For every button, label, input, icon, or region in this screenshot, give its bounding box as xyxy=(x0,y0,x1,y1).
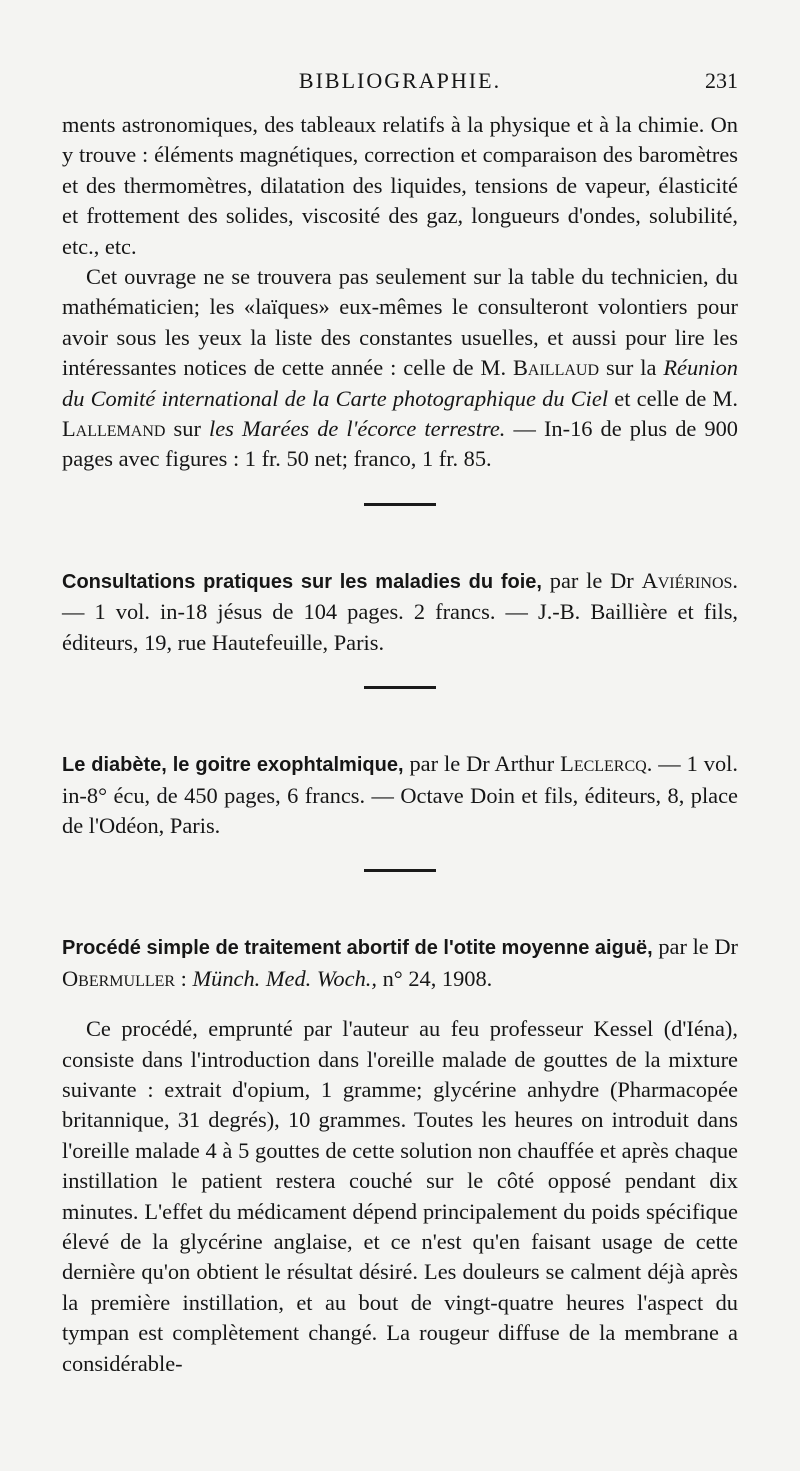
author-name: Lallemand xyxy=(62,416,166,442)
entry-title: Consultations pratiques sur les maladies du foie, xyxy=(62,570,542,593)
notice-title: Réunion du Comité international de la Carte photographique du Ciel xyxy=(62,355,738,411)
author-name: Aviérinos. xyxy=(641,567,738,593)
page-content xyxy=(62,110,738,1379)
running-title: BIBLIOGRAPHIE. xyxy=(298,68,502,93)
bibliography-entry: Le diabète, le goitre exophtalmique, par le Dr Arthur Leclercq. — 1 vol. in-8° écu, de 450 pages, 6 francs. — Octave Doin et fils, éditeurs, 8, place de l'Odéon, Paris. xyxy=(62,751,738,838)
bibliography-entry: Procédé simple de traitement abortif de l'otite moyenne aiguë, par le Dr Obermuller : Münch. Med. Woch., n° 24, 1908. Ce procédé, emprunté par l'auteur au feu professeur Kessel (d'Iéna), consiste dans l'introduction dans l'oreille malade de gouttes de la mixture suivante : extrait d'opium, 1 gramme; glycérine anhydre (Pharmacopée britannique, 31 degrés), 10 grammes. Toutes les heures on introduit dans l'oreille malade 4 à 5 gouttes de cette solution non chauffée et après chaque instillation le patient restera couché sur le côté opposé pendant dix minutes. L'effet du médicament dépend principalement du poids spécifique élevé de la glycérine anglaise, et ce n'est qu'en faisant usage de cette dernière qu'on obtient le résultat désiré. Les douleurs se calment déjà après la première instillation, et au bout de vingt-quatre heures l'aspect du tympan est complètement changé. La rougeur diffuse de la membrane a considérable- xyxy=(62,932,738,1379)
paragraph-review: Cet ouvrage ne se trouvera pas seulement sur la table du technicien, du mathématicien; les «laïques» eux-mêmes le consulteront volontiers pour avoir sous les yeux la liste des constantes usuelles, et aussi pour lire les intéressantes notices de cette année : celle de M. Baillaud sur la Réunion du Comité international de la Carte photographique du Ciel et celle de M. Lallemand sur les Marées de l'écorce terrestre. — In-16 de plus de 900 pages avec figures : 1 fr. 50 net; franco, 1 fr. 85. xyxy=(62,264,739,472)
page-number: 231 xyxy=(705,68,738,93)
paragraph-continued: ments astronomiques, des tableaux relatifs à la physique et à la chimie. On y trouve : éléments magnétiques, correction et comparaison des baromètres et des thermomètres, dilatation des liquides, tensions de vapeur, élasticité et frottement des solides, viscosité des gaz, longueurs d'ondes, solubilité, etc., etc. xyxy=(62,112,738,259)
author-name: Obermuller xyxy=(62,965,176,991)
entry-title: Le diabète, le goitre exophtalmique, xyxy=(62,754,404,777)
journal-name: Münch. Med. Woch., xyxy=(192,965,377,991)
entry-title: Procédé simple de traitement abortif de l'otite moyenne aiguë, xyxy=(62,937,653,960)
author-name: Leclercq. xyxy=(560,751,653,777)
notice-title: les Marées de l'écorce terrestre. xyxy=(209,416,506,442)
bibliography-entry: Consultations pratiques sur les maladies du foie, par le Dr Aviérinos. — 1 vol. in-18 jésus de 104 pages. 2 francs. — J.-B. Baillière et fils, éditeurs, 19, rue Hautefeuille, Paris. xyxy=(62,567,738,655)
paragraph-body: Ce procédé, emprunté par l'auteur au feu professeur Kessel (d'Iéna), consiste dans l'introduction dans l'oreille malade de gouttes de la mixture suivante : extrait d'opium, 1 gramme; glycérine anhydre (Pharmacopée britannique, 31 degrés), 10 grammes. Toutes les heures on introduit dans l'oreille malade 4 à 5 gouttes de cette solution non chauffée et après chaque instillation le patient restera couché sur le côté opposé pendant dix minutes. L'effet du médicament dépend principalement du poids spécifique élevé de la glycérine anglaise, et ce n'est qu'en faisant usage de cette dernière qu'on obtient le résultat désiré. Les douleurs se calment déjà après la première instillation, et au bout de vingt-quatre heures l'aspect du tympan est complètement changé. La rougeur diffuse de la membrane a considérable- xyxy=(62,1016,738,1376)
author-name: Baillaud xyxy=(512,355,600,381)
page-header xyxy=(62,68,738,102)
